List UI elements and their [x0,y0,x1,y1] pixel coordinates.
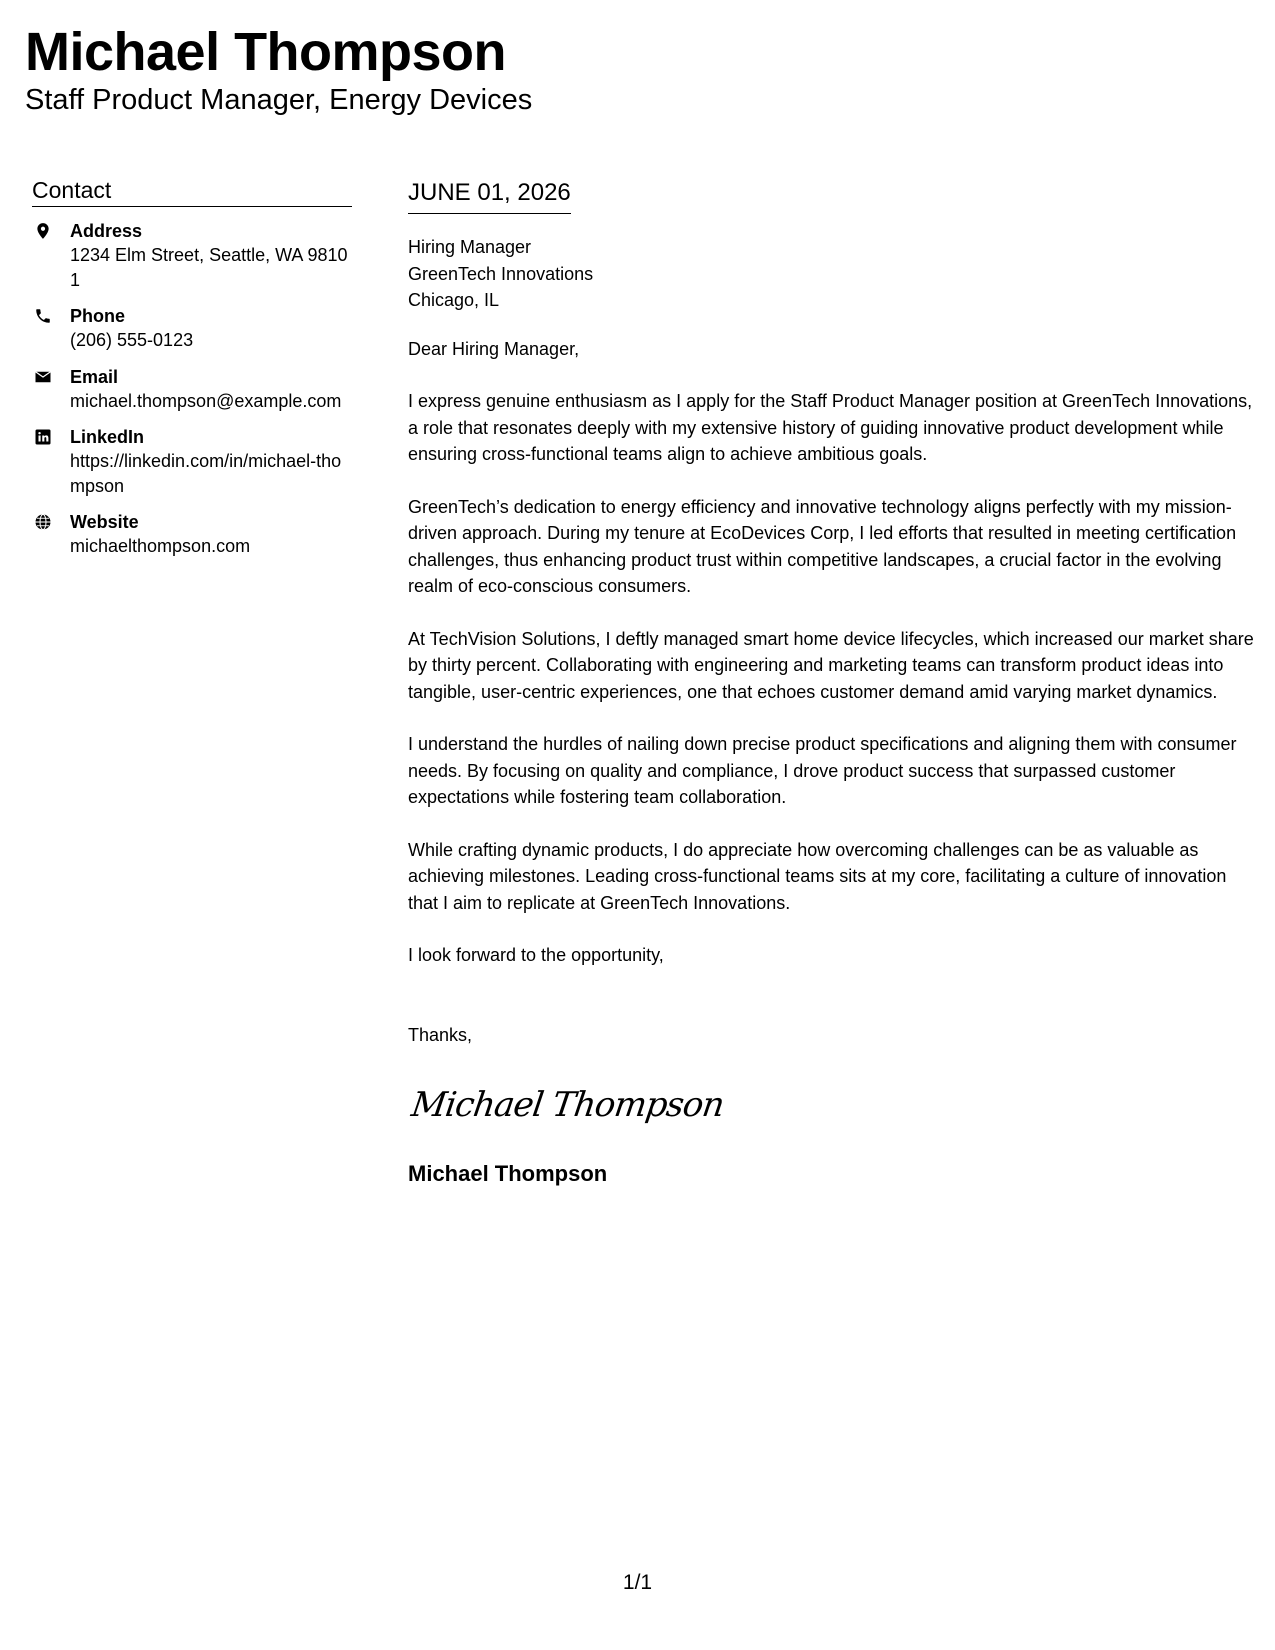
recipient-line: Hiring Manager [408,237,532,257]
page-number: 1/1 [622,1571,653,1594]
recipient-line: GreenTech Innovations [408,263,594,284]
phone-label: Phone [70,306,126,326]
globe-icon [34,513,52,531]
linkedin-label: LinkedIn [70,427,145,447]
applicant-title: Staff Product Manager, Energy Devices [25,84,533,116]
applicant-name: Michael Thompson [25,22,507,82]
contact-linkedin [32,425,352,498]
salutation: Dear Hiring Manager, [408,338,580,359]
body-paragraph: While crafting dynamic products, I do appreciate how overcoming challenges can be as valuable as achieving milestones. Leading cross-functional teams sits at my core, facilitating a culture of innovation that I aim to replicate at GreenTech Innovations. [408,839,1227,913]
signed-name: Michael Thompson [408,1161,608,1186]
address-label: Address [70,221,143,241]
contact-sidebar [32,176,352,571]
body-paragraph: I understand the hurdles of nailing down precise product specifications and aligning them with consumer needs. By focusing on quality and compliance, I drove product success that surpassed customer expectations while fostering team collaboration. [408,734,1237,807]
contact-phone [32,304,352,353]
contact-email [32,365,352,414]
signoff: Thanks, [408,1024,473,1045]
linkedin-icon [34,428,52,446]
contact-address [32,219,352,292]
email-value[interactable]: michael.thompson@example.com [70,390,342,411]
phone-icon [34,307,52,325]
closing-line: I look forward to the opportunity, [408,945,664,965]
address-value: 1234 Elm Street, Seattle, WA 98101 [70,245,348,290]
recipient-block [408,234,1258,314]
handwritten-signature: Michael Thompson [408,1085,727,1125]
email-label: Email [70,366,119,387]
body-paragraph: GreenTech’s dedication to energy efficiency and innovative technology aligns perfectly with my mission-driven approach. During my tenure at EcoDevices Corp, I led efforts that resulted in meeting certification challenges, thus enhancing product trust within competitive landscapes, a crucial factor in the evolving realm of eco-conscious consumers. [408,496,1237,596]
body-paragraph: At TechVision Solutions, I deftly managed smart home device lifecycles, which increased our market share by thirty percent. Collaborating with engineering and marketing teams can transform product ideas into tangible, user-centric experiences, one that echoes customer demand amid varying market dynamics. [408,628,1254,702]
body-paragraph: I express genuine enthusiasm as I apply for the Staff Product Manager position at GreenTech Innovations, a role that resonates deeply with my extensive history of guiding innovative product development while ensuring cross-functional teams align to achieve ambitious goals. [408,391,1253,464]
contact-heading: Contact [32,176,352,207]
letter-date: JUNE 01, 2026 [408,178,571,214]
envelope-icon [34,368,52,386]
linkedin-value[interactable]: https://linkedin.com/in/michael-thompson [70,451,342,496]
letter-body [408,178,1258,1188]
website-value[interactable]: michaelthompson.com [70,536,251,556]
contact-website [32,510,352,559]
location-pin-icon [34,222,52,240]
recipient-line: Chicago, IL [408,290,500,310]
phone-value: (206) 555-0123 [70,330,194,350]
website-label: Website [70,512,139,532]
